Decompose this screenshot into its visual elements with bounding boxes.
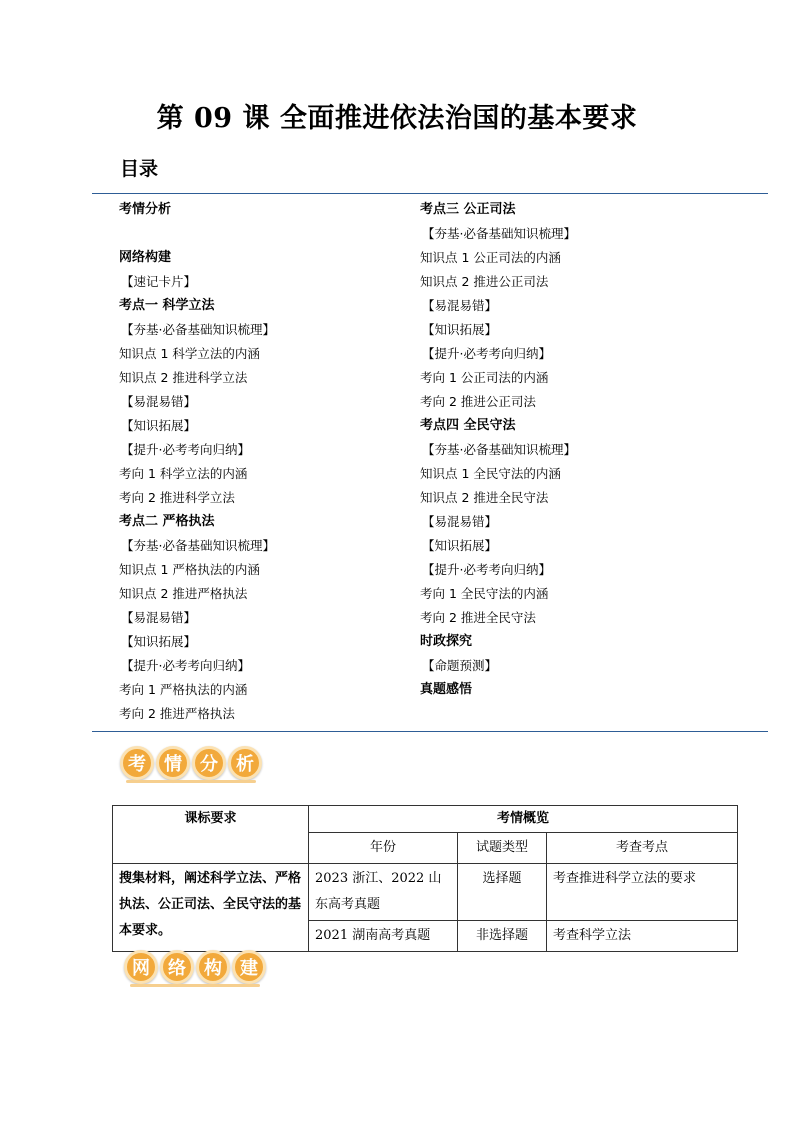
toc-entry[interactable]: 知识点 2 推进严格执法 <box>119 586 248 601</box>
toc-section-heading[interactable]: 真题感悟 <box>420 682 473 697</box>
toc-entry[interactable]: 知识点 1 严格执法的内涵 <box>119 562 260 577</box>
table-cell-year: 2023 浙江、2022 山东高考真题 <box>309 864 458 921</box>
toc-entry[interactable]: 知识点 2 推进公正司法 <box>420 274 549 289</box>
table-cell-type: 选择题 <box>458 864 547 921</box>
toc-entry[interactable]: 【提升·必考考向归纳】 <box>121 658 250 673</box>
table-header-requirement: 课标要求 <box>113 806 309 864</box>
toc-entry[interactable]: 知识点 2 推进科学立法 <box>119 370 248 385</box>
badge-char: 构 <box>196 950 230 984</box>
toc-entry[interactable]: 【知识拓展】 <box>422 322 498 337</box>
toc-entry[interactable]: 考向 1 全民守法的内涵 <box>420 586 549 601</box>
toc-right-column <box>420 198 720 702</box>
toc-entry[interactable]: 考向 2 推进全民守法 <box>420 610 536 625</box>
badge-char: 析 <box>228 746 262 780</box>
toc-entry[interactable]: 知识点 1 公正司法的内涵 <box>420 250 561 265</box>
toc-section-heading[interactable]: 考情分析 <box>119 202 172 217</box>
badge-char: 网 <box>124 950 158 984</box>
toc-entry[interactable]: 【提升·必考考向归纳】 <box>422 562 551 577</box>
badge-char: 分 <box>192 746 226 780</box>
table-cell-point: 考查科学立法 <box>547 921 738 952</box>
badge-underline <box>130 984 260 987</box>
toc-entry <box>119 222 419 246</box>
badge-char: 考 <box>120 746 154 780</box>
toc-entry[interactable]: 【提升·必考考向归纳】 <box>422 346 551 361</box>
page-title: 第 09 课 全面推进依法治国的基本要求 <box>156 103 638 134</box>
toc-entry[interactable]: 【易混易错】 <box>121 610 197 625</box>
table-subheader-type: 试题类型 <box>458 833 547 864</box>
toc-bottom-divider <box>92 731 768 732</box>
table-header-overview: 考情概览 <box>309 806 738 833</box>
toc-entry[interactable]: 考向 2 推进科学立法 <box>119 490 235 505</box>
toc-entry[interactable]: 【易混易错】 <box>121 394 197 409</box>
toc-entry[interactable]: 【速记卡片】 <box>121 274 197 289</box>
table-subheader-point: 考查考点 <box>547 833 738 864</box>
toc-section-heading[interactable]: 考点四 全民守法 <box>420 418 516 433</box>
toc-entry[interactable]: 考向 2 推进严格执法 <box>119 706 235 721</box>
table-row <box>113 864 738 921</box>
exam-analysis-badge <box>120 746 262 780</box>
toc-top-divider <box>92 193 768 194</box>
toc-section-heading[interactable]: 考点一 科学立法 <box>119 298 215 313</box>
toc-entry[interactable]: 【夯基·必备基础知识梳理】 <box>422 226 576 241</box>
network-badge <box>124 950 266 984</box>
table-requirement-cell: 搜集材料，阐述科学立法、严格执法、公正司法、全民守法的基本要求。 <box>113 864 309 952</box>
toc-entry[interactable]: 知识点 2 推进全民守法 <box>420 490 549 505</box>
toc-entry[interactable]: 【夯基·必备基础知识梳理】 <box>121 322 275 337</box>
table-cell-year: 2021 湖南高考真题 <box>309 921 458 952</box>
exam-overview-table <box>112 805 738 952</box>
toc-entry[interactable]: 【知识拓展】 <box>121 634 197 649</box>
toc-entry[interactable]: 知识点 1 全民守法的内涵 <box>420 466 561 481</box>
toc-entry[interactable]: 知识点 1 科学立法的内涵 <box>119 346 260 361</box>
toc-entry[interactable]: 考向 1 科学立法的内涵 <box>119 466 248 481</box>
toc-section-heading[interactable]: 时政探究 <box>420 634 473 649</box>
toc-entry[interactable]: 考向 1 公正司法的内涵 <box>420 370 549 385</box>
badge-char: 情 <box>156 746 190 780</box>
toc-entry[interactable]: 【易混易错】 <box>422 514 498 529</box>
toc-section-heading[interactable]: 考点三 公正司法 <box>420 202 516 217</box>
table-cell-point: 考查推进科学立法的要求 <box>547 864 738 921</box>
toc-entry[interactable]: 【提升·必考考向归纳】 <box>121 442 250 457</box>
table-subheader-year: 年份 <box>309 833 458 864</box>
toc-entry[interactable]: 【知识拓展】 <box>422 538 498 553</box>
toc-section-heading[interactable]: 网络构建 <box>119 250 172 265</box>
badge-underline <box>126 780 256 783</box>
toc-entry[interactable]: 【易混易错】 <box>422 298 498 313</box>
toc-left-column <box>119 198 419 726</box>
toc-heading: 目录 <box>120 158 159 180</box>
toc-entry[interactable]: 【命题预测】 <box>422 658 498 673</box>
toc-entry[interactable]: 【夯基·必备基础知识梳理】 <box>121 538 275 553</box>
toc-entry[interactable]: 考向 2 推进公正司法 <box>420 394 536 409</box>
toc-entry[interactable]: 【夯基·必备基础知识梳理】 <box>422 442 576 457</box>
toc-entry[interactable]: 【知识拓展】 <box>121 418 197 433</box>
toc-section-heading[interactable]: 考点二 严格执法 <box>119 514 215 529</box>
badge-char: 络 <box>160 950 194 984</box>
badge-char: 建 <box>232 950 266 984</box>
table-cell-type: 非选择题 <box>458 921 547 952</box>
toc-entry[interactable]: 考向 1 严格执法的内涵 <box>119 682 248 697</box>
